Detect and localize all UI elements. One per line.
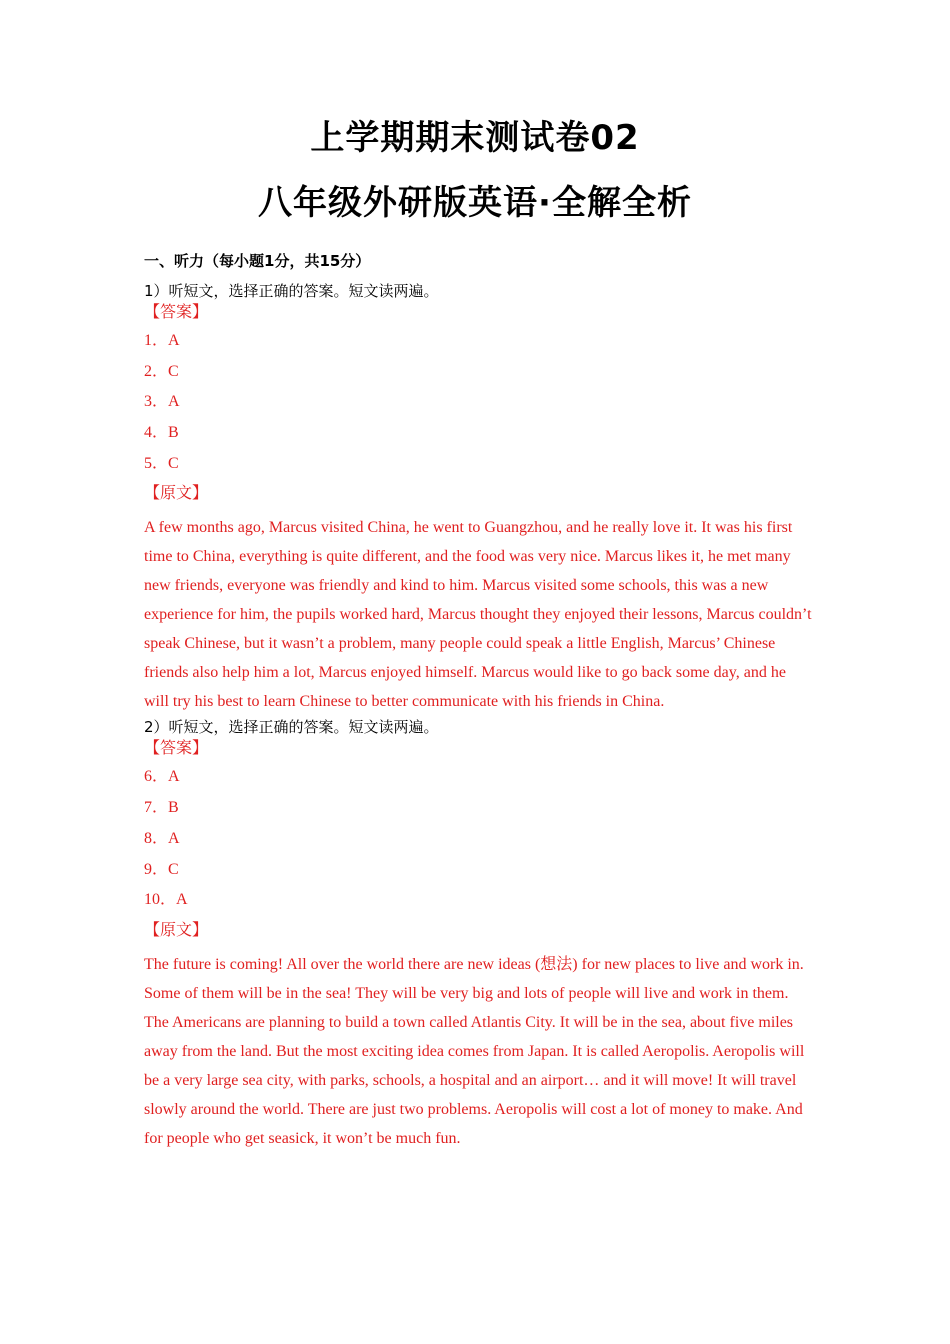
answer-item: 2．C xyxy=(144,362,179,380)
transcript-passage: A few months ago, Marcus visited China, he went to Guangzhou, and he really love it. It was his first time to China, everything is quite different, and the food was very nice. Marcus likes it, he met many new friends, everyone was friendly and kind to him. Marcus visited some schools, this was a new experience for him, the pupils worked hard, Marcus thought they enjoyed their lessons, Marcus couldn’t speak Chinese, but it wasn’t a problem, many people could speak a little English, Marcus’ Chinese friends also help him a lot, Marcus enjoyed himself. Marcus would like to go back some day, and he will try his best to learn Chinese to better communicate with his friends in China. xyxy=(144,519,812,711)
original-text-tag: 【原文】 xyxy=(144,919,209,939)
document-subtitle: 八年级外研版英语·全解全析 xyxy=(258,183,692,223)
answer-tag: 【答案】 xyxy=(144,302,209,321)
original-text-tag: 【原文】 xyxy=(144,483,209,503)
answer-tag: 【答案】 xyxy=(144,738,209,758)
answer-item: 10．A xyxy=(144,891,188,909)
document-body xyxy=(144,250,814,1153)
answer-item: 4．B xyxy=(144,424,179,442)
answer-item: 8．A xyxy=(144,829,180,847)
listening-part-2 xyxy=(144,716,814,1152)
answer-item: 9．C xyxy=(144,860,179,878)
answer-item: 7．B xyxy=(144,799,179,817)
section-heading: 一、听力（每小题1分，共15分） xyxy=(144,252,371,270)
part-heading: 1）听短文，选择正确的答案。短文读两遍。 xyxy=(144,282,439,300)
document-title: 上学期期末测试卷02 xyxy=(310,118,640,158)
part-heading: 2）听短文，选择正确的答案。短文读两遍。 xyxy=(144,718,439,737)
answer-item: 3．A xyxy=(144,393,180,411)
listening-part-1 xyxy=(144,280,814,716)
answer-item: 1．A xyxy=(144,332,180,349)
answer-item: 5．C xyxy=(144,454,179,472)
answer-item: 6．A xyxy=(144,768,180,786)
transcript-passage: The future is coming! All over the world there are new ideas (想法) for new places to live and work in. Some of them will be in the sea! They will be very big and lots of people will live and work in them. The Americans are planning to build a town called Atlantis City. It will be in the sea, about five miles away from the land. But the most exciting idea comes from Japan. It is called Aeropolis. Aeropolis will be a very large sea city, with parks, schools, a hospital and an airport… and it will move! It will travel slowly around the world. There are just two problems. Aeropolis will cost a lot of money to make. And for people who get seasick, it won’t be much fun. xyxy=(144,955,805,1147)
